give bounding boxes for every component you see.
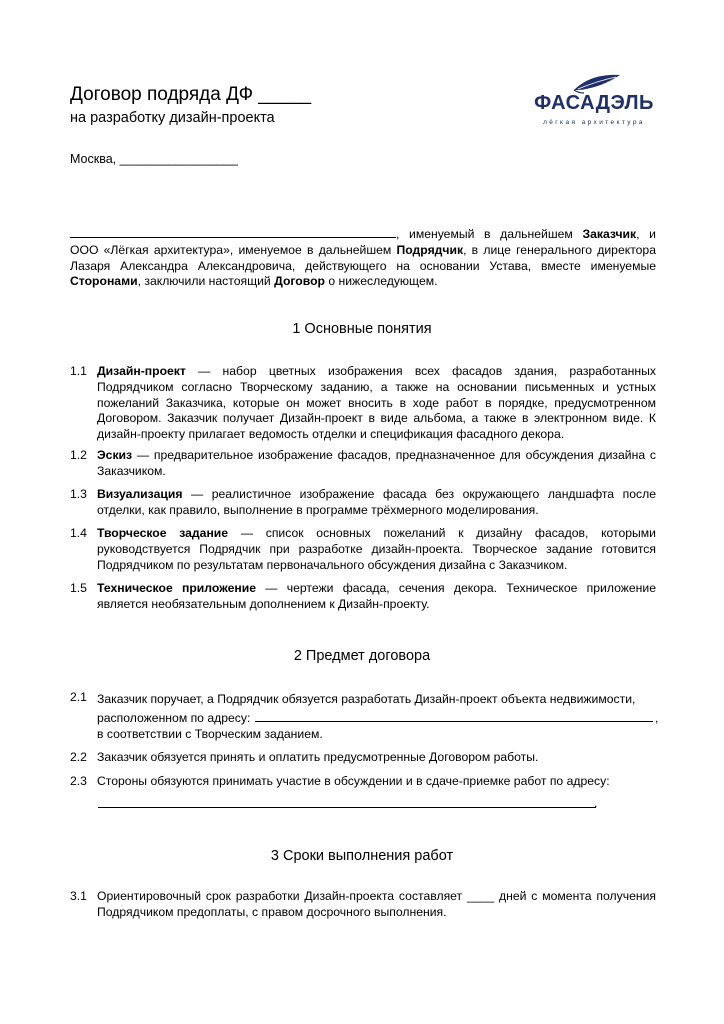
- customer-name-blank: [70, 226, 396, 238]
- list-item: 1.2 Эскиз — предварительное изображение фасадов, предназначенное для обсуждения дизайна с Заказчиком.: [70, 448, 656, 478]
- address-blank: [255, 710, 653, 722]
- sentence-end: .: [594, 796, 598, 810]
- intro-paragraph: , именуемый в дальнейшем Заказчик, и ООО «Лёгкая архитектура», именуемое в дальнейшем Подрядчик, в лице генерального директора Лазаря Александра Александровича, действующего на основании Устава, вместе именуемые Сторонами, заключили настоящий Договор о нижеследующем.: [70, 227, 656, 289]
- logo-name: ФАСАДЭЛЬ: [534, 92, 654, 114]
- document-title: Договор подряда ДФ _____: [70, 84, 312, 105]
- list-item: 2.3 Стороны обязуются принимать участие в обсуждении и в сдаче-приемке работ по адресу:: [70, 774, 610, 788]
- list-item: 1.3 Визуализация — реалистичное изображение фасада без окружающего ландшафта после отделки, как правило, выполнение в программе трёхмерного моделирования.: [70, 487, 656, 517]
- logo-tagline: лёгкая архитектура: [543, 119, 645, 126]
- term-contractor: Подрядчик: [396, 242, 464, 257]
- list-item: 1.1 Дизайн-проект — набор цветных изображения всех фасадов здания, разработанных Подрядчиком согласно Творческому заданию, а также на основании письменных и устных пожеланий Заказчика, которые он может вносить в ходе работ в порядке, предусмотренном Договором. Заказчик получает Дизайн-проект в виде альбома, а также в электронном виде. К дизайн-проекту прилагает ведомость отделки и спецификация фасадного декора.: [70, 364, 656, 442]
- list-item: 1.5 Техническое приложение — чертежи фасада, сечения декора. Техническое приложение является необязательным дополнением к Дизайн-проекту.: [70, 581, 656, 611]
- section-heading-3: 3 Сроки выполнения работ: [270, 848, 454, 864]
- term-customer: Заказчик: [582, 227, 637, 241]
- list-item: 1.4 Творческое задание — список основных пожеланий к дизайну фасадов, которыми руководствуется Подрядчик при разработке дизайн-проекта. Творческое задание готовится Подрядчиком по результатам первоначального обсуждения дизайна с Заказчиком.: [70, 526, 656, 572]
- section-heading-2: 2 Предмет договора: [293, 648, 431, 664]
- meeting-address-blank: [98, 806, 596, 808]
- term-contract: Договор: [274, 274, 325, 289]
- list-item: 2.1 Заказчик поручает, а Подрядчик обязуется разработать Дизайн-проект объекта недвижимости, расположенном по адресу: , в соответствии с Творческим заданием.: [70, 690, 659, 741]
- list-item: 2.2 Заказчик обязуется принять и оплатить предусмотренные Договором работы.: [70, 750, 539, 764]
- document-city: Москва, _________________: [70, 152, 238, 166]
- section-heading-1: 1 Основные понятия: [292, 321, 432, 337]
- document-subtitle: на разработку дизайн-проекта: [70, 110, 275, 126]
- list-item: 3.1 Ориентировочный срок разработки Дизайн-проекта составляет ____ дней с момента получения Подрядчиком предоплаты, с правом досрочного выполнения.: [70, 889, 656, 919]
- company-logo: [528, 72, 660, 136]
- term-parties: Сторонами: [70, 274, 138, 289]
